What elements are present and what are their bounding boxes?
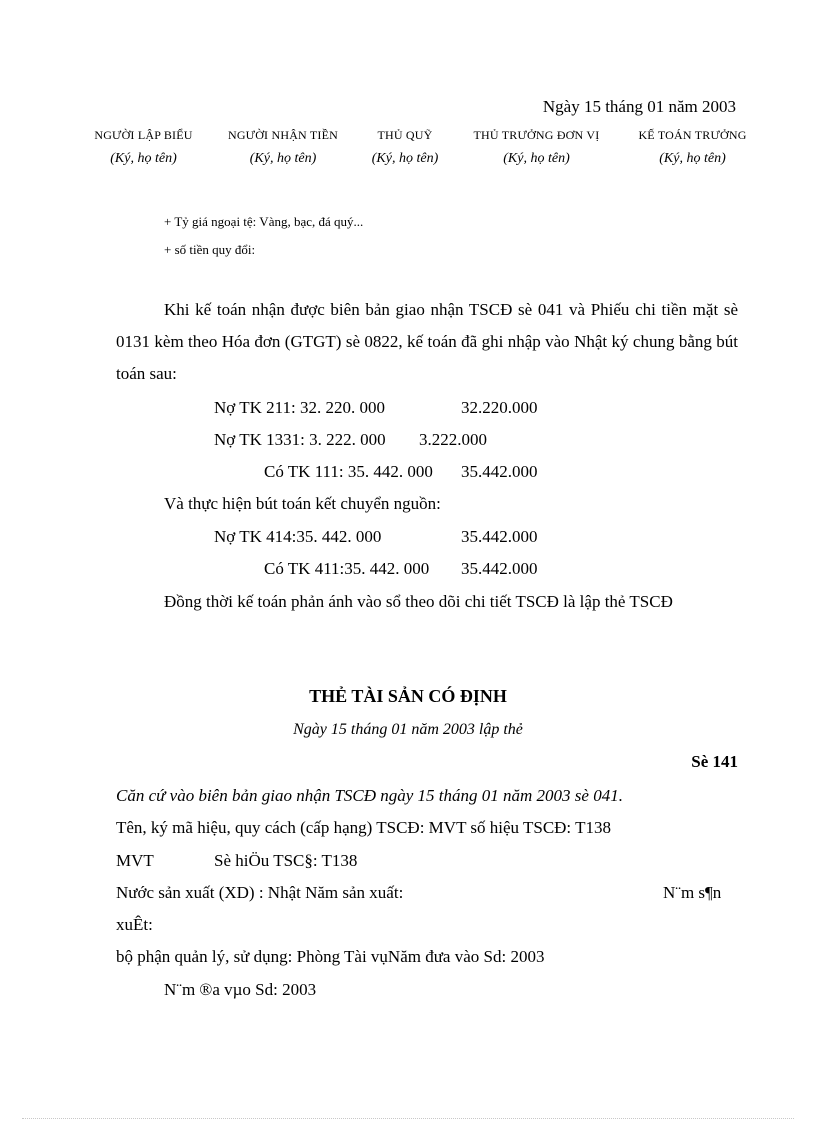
entry-credit-411-amount: 35.442.000 (461, 559, 538, 578)
signature-hint: (Ký, họ tên) (659, 151, 726, 166)
signature-role: THỦ QUỸ (377, 128, 433, 142)
card-line-name: Tên, ký mã hiệu, quy cách (cấp hạng) TSCĐ: MVT số hiệu TSCĐ: T138 (116, 818, 611, 837)
transfer-intro: Và thực hiện bút toán kết chuyển nguồn: (164, 494, 441, 513)
paragraph-journal: Khi kế toán nhận được biên bản giao nhận TSCĐ sè 041 và Phiếu chi tiền mặt sè 0131 kèm theo Hóa đơn (GTGT) sè 0822, kế toán đã ghi nhập vào Nhật ký chung bằng bút toán sau: (116, 300, 738, 383)
card-line-origin: Nước sản xuất (XD) : Nhật Năm sản xuất: (116, 883, 404, 902)
signature-hint: (Ký, họ tên) (110, 151, 177, 166)
signature-hint: (Ký, họ tên) (371, 151, 439, 166)
note-exchange-rate: + Tỷ giá ngoại tệ: Vàng, bạc, đá quý... (164, 214, 364, 229)
card-title: THẺ TÀI SẢN CÓ ĐỊNH (309, 686, 507, 706)
signature-preparer (66, 128, 221, 167)
card-line-asset-code: Sè hiÖu TSC§: T138 (214, 851, 358, 870)
document-date: Ngày 15 tháng 01 năm 2003 (542, 97, 736, 116)
card-line-year-cont: xuÊt: (116, 915, 153, 934)
entry-debit-414-amount: 35.442.000 (461, 527, 538, 546)
signature-role: NGƯỜI LẬP BIỂU (94, 128, 193, 142)
card-line-mvt: MVT (116, 851, 154, 870)
entry-credit-411: Có TK 411:35. 442. 000 (264, 559, 430, 578)
card-line-use-year: N¨m ®a vµo Sd: 2003 (164, 980, 317, 999)
entry-credit-111-amount: 35.442.000 (461, 462, 538, 481)
card-line-year-garbled: N¨m s¶n (663, 883, 722, 902)
card-line-department: bộ phận quản lý, sử dụng: Phòng Tài vụNăm đưa vào Sd: 2003 (116, 947, 545, 966)
card-basis: Căn cứ vào biên bản giao nhận TSCĐ ngày 15 tháng 01 năm 2003 sè 041. (116, 786, 623, 805)
entry-debit-211: Nợ TK 211: 32. 220. 000 (214, 398, 385, 417)
entry-credit-111: Có TK 111: 35. 442. 000 (264, 462, 433, 481)
signature-chief-accountant (620, 128, 765, 167)
entry-debit-1331-amount: 3.222.000 (419, 430, 487, 449)
card-subtitle: Ngày 15 tháng 01 năm 2003 lập thẻ (293, 721, 523, 738)
signature-hint: (Ký, họ tên) (503, 151, 570, 166)
page-footer-divider (22, 1118, 794, 1119)
entry-debit-1331: Nợ TK 1331: 3. 222. 000 (214, 430, 386, 449)
paragraph-asset-card: Đồng thời kế toán phản ánh vào sổ theo dõi chi tiết TSCĐ là lập thẻ TSCĐ (164, 592, 673, 611)
signature-role: KẾ TOÁN TRƯỞNG (638, 128, 747, 142)
signature-role: THỦ TRƯỞNG ĐƠN VỊ (473, 128, 600, 142)
signature-receiver (208, 128, 358, 167)
signature-cashier (350, 128, 460, 167)
signature-director (454, 128, 619, 167)
signature-role: NGƯỜI NHẬN TIỀN (227, 128, 339, 142)
entry-debit-211-amount: 32.220.000 (461, 398, 538, 417)
note-converted-amount: + số tiền quy đổi: (164, 242, 256, 257)
card-number: Sè 141 (691, 752, 738, 771)
entry-debit-414: Nợ TK 414:35. 442. 000 (214, 527, 382, 546)
signature-hint: (Ký, họ tên) (249, 151, 317, 166)
